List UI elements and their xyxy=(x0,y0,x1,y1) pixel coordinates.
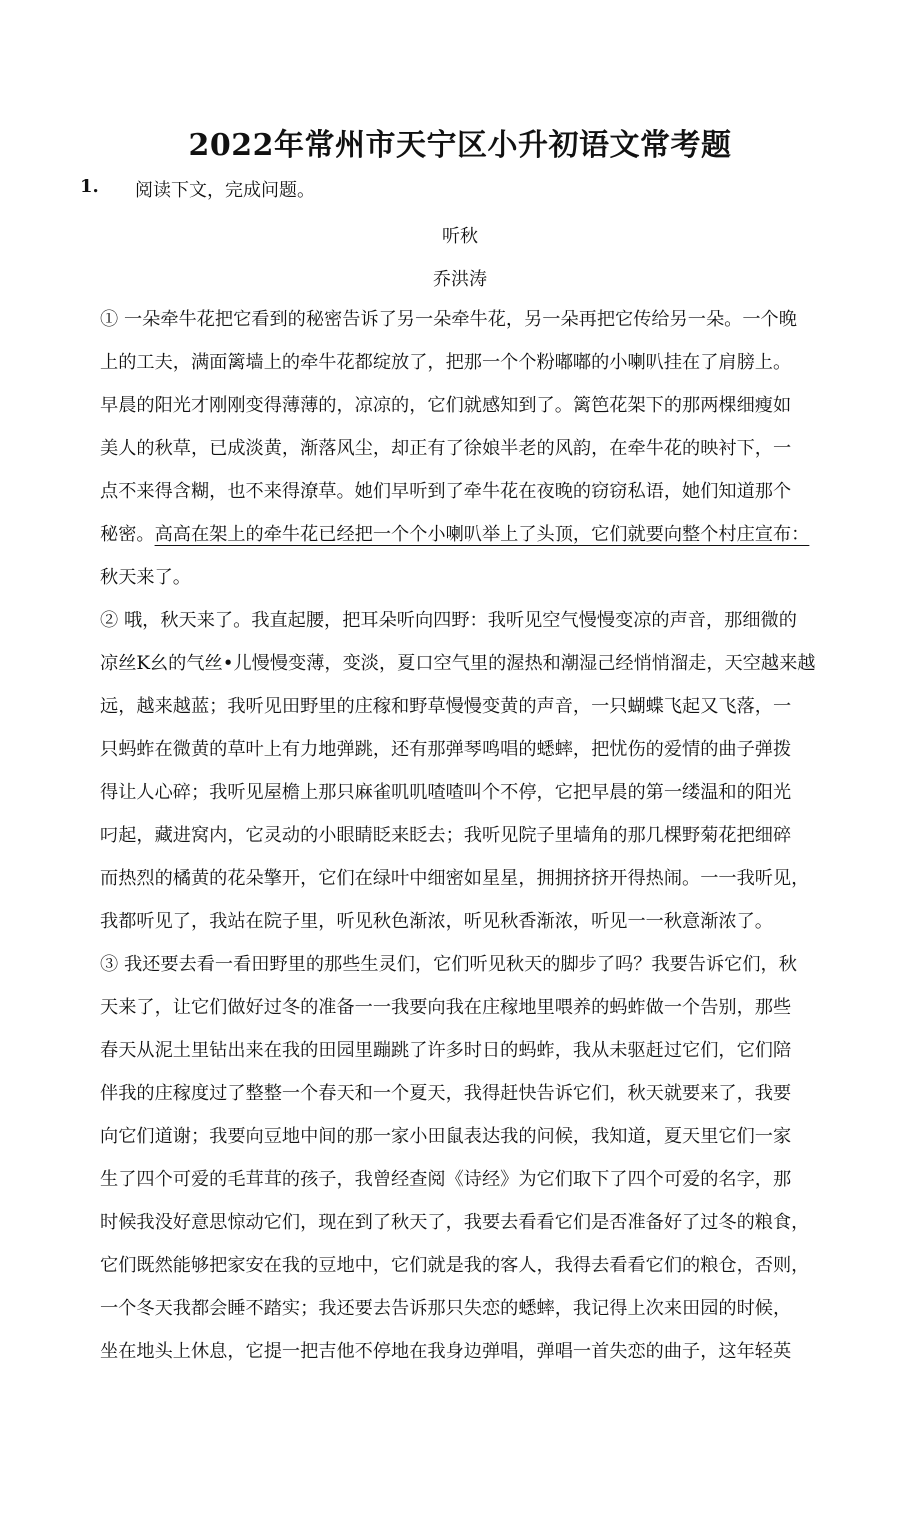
underlined-sentence: 高高在架上的牵牛花已经把一个个小喇叭举上了头顶，它们就要向整个村庄宣布： xyxy=(154,524,810,545)
article-line xyxy=(100,1029,820,1072)
article-body xyxy=(100,298,820,1373)
article-line xyxy=(100,470,820,513)
article-line-text: 远，越来越蓝；我听见田野里的庄稼和野草慢慢变黄的声音，一只蝴蝶飞起又飞落，一 xyxy=(100,696,792,717)
article-line-text: 只蚂蚱在微黄的草叶上有力地弹跳，还有那弹琴鸣唱的蟋蟀，把忧伤的爱情的曲子弹拨 xyxy=(100,739,792,760)
article-line-text: 春天从泥土里钻出来在我的田园里蹦跳了许多时日的蚂蚱，我从未驱赶过它们，它们陪 xyxy=(100,1040,792,1061)
article-line-text: 上的工夫，满面篱墙上的牵牛花都绽放了，把那一个个粉嘟嘟的小喇叭挂在了肩膀上。 xyxy=(100,352,792,373)
article-line-text: ③ 我还要去看一看田野里的那些生灵们，它们听见秋天的脚步了吗？我要告诉它们，秋 xyxy=(100,954,797,975)
question-prompt: 阅读下文，完成问题。 xyxy=(135,180,315,201)
article-line-text: 凉丝K幺的气丝•儿慢慢变薄，变淡，夏口空气里的渥热和潮湿己经悄悄溜走，天空越来越 xyxy=(100,653,816,674)
article-title: 听秋 xyxy=(442,226,478,247)
article-line xyxy=(100,298,820,341)
article-line xyxy=(100,1287,820,1330)
article-line xyxy=(100,900,820,943)
article-line-text: 天来了，让它们做好过冬的准备一一我要向我在庄稼地里喂养的蚂蚱做一个告别，那些 xyxy=(100,997,792,1018)
article-line xyxy=(100,341,820,384)
article-line xyxy=(100,771,820,814)
article-line xyxy=(100,513,820,556)
article-line xyxy=(100,986,820,1029)
article-line xyxy=(100,1158,820,1201)
article-line-text: 得让人心碎；我听见屋檐上那只麻雀叽叽喳喳叫个不停，它把早晨的第一缕温和的阳光 xyxy=(100,782,792,803)
article-line-text: 坐在地头上休息，它提一把吉他不停地在我身边弹唱，弹唱一首失恋的曲子，这年轻英 xyxy=(100,1341,792,1362)
article-line xyxy=(100,1072,820,1115)
article-line-text: 一个冬天我都会睡不踏实；我还要去告诉那只失恋的蟋蟀，我记得上次来田园的时候， xyxy=(100,1298,792,1319)
article-line xyxy=(100,728,820,771)
article-line-text: 美人的秋草，已成淡黄，渐落风尘，却正有了徐娘半老的风韵，在牵牛花的映衬下，一 xyxy=(100,438,792,459)
article-line xyxy=(100,685,820,728)
article-line-text: ① 一朵牵牛花把它看到的秘密告诉了另一朵牵牛花，另一朵再把它传给另一朵。一个晚 xyxy=(100,309,797,330)
article-line-text: 我都听见了，我站在院子里，听见秋色渐浓，听见秋香渐浓，听见一一秋意渐浓了。 xyxy=(100,911,773,932)
article-line-text: 时候我没好意思惊动它们，现在到了秋天了，我要去看看它们是否准备好了过冬的粮食， xyxy=(100,1212,810,1233)
article-line-text: 叼起，藏进窝内，它灵动的小眼睛眨来眨去；我听见院子里墙角的那几棵野菊花把细碎 xyxy=(100,825,792,846)
article-line xyxy=(100,943,820,986)
article-line xyxy=(100,556,820,599)
article-author: 乔洪涛 xyxy=(433,269,487,290)
article-line xyxy=(100,599,820,642)
article-line xyxy=(100,384,820,427)
article-line xyxy=(100,642,820,685)
article-line xyxy=(100,857,820,900)
article-line xyxy=(100,1201,820,1244)
article-line-text: 向它们道谢；我要向豆地中间的那一家小田鼠表达我的问候，我知道，夏天里它们一家 xyxy=(100,1126,792,1147)
article-line xyxy=(100,814,820,857)
article-line xyxy=(100,1330,820,1373)
article-line xyxy=(100,1115,820,1158)
article-line-text: 秘密。 xyxy=(100,524,155,545)
article-line xyxy=(100,427,820,470)
article-line-text: 它们既然能够把家安在我的豆地中，它们就是我的客人，我得去看看它们的粮仓，否则， xyxy=(100,1255,810,1276)
article-line-text: ② 哦，秋天来了。我直起腰，把耳朵听向四野：我听见空气慢慢变凉的声音，那细微的 xyxy=(100,610,797,631)
document-title: 2022年常州市天宁区小升初语文常考题 xyxy=(188,128,732,163)
article-line-text: 早晨的阳光才刚刚变得薄薄的，凉凉的，它们就感知到了。篱笆花架下的那两棵细瘦如 xyxy=(100,395,792,416)
question-number: 1. xyxy=(80,176,99,197)
article-line-text: 秋天来了。 xyxy=(100,567,191,588)
article-line-text: 生了四个可爱的毛茸茸的孩子，我曾经查阅《诗经》为它们取下了四个可爱的名字，那 xyxy=(100,1169,792,1190)
article-line xyxy=(100,1244,820,1287)
article-line-text: 点不来得含糊，也不来得潦草。她们早听到了牵牛花在夜晚的窃窃私语，她们知道那个 xyxy=(100,481,792,502)
article-line-text: 而热烈的橘黄的花朵擎开，它们在绿叶中细密如星星，拥拥挤挤开得热闹。一一我听见， xyxy=(100,868,810,889)
article-line-text: 伴我的庄稼度过了整整一个春天和一个夏天，我得赶快告诉它们，秋天就要来了，我要 xyxy=(100,1083,792,1104)
